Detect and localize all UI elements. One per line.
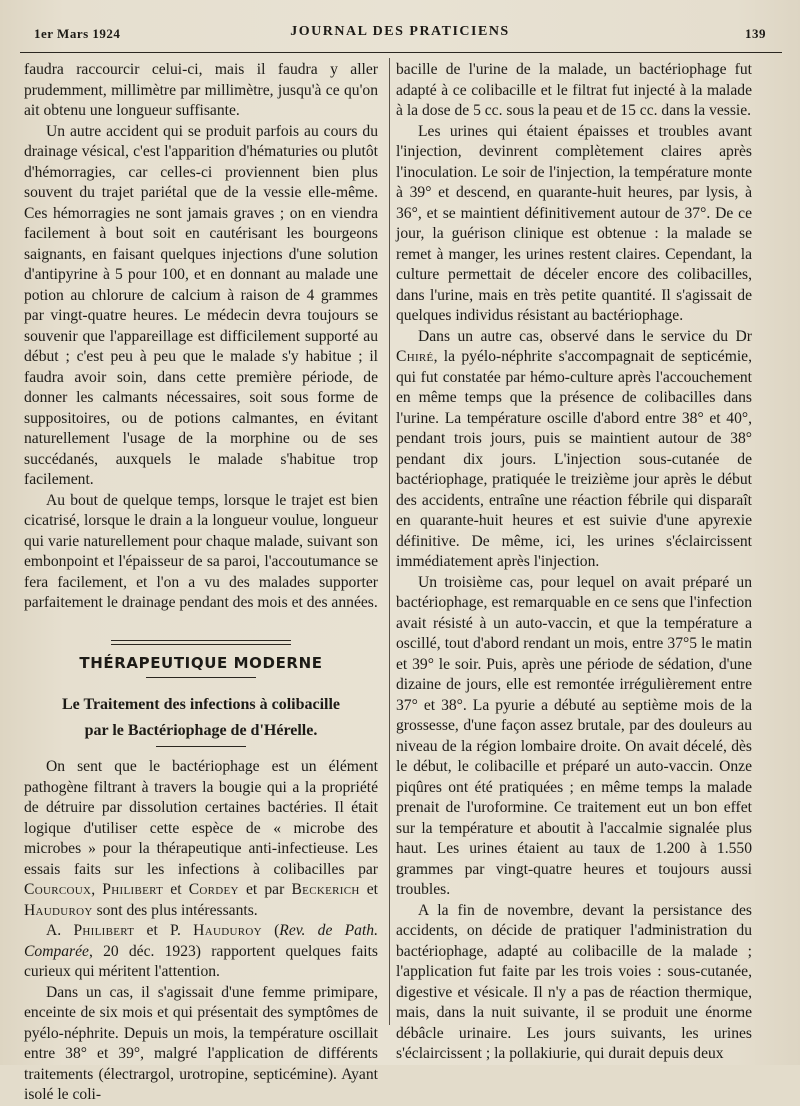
paragraph: A la fin de novembre, devant la persistance des accidents, on décide de pratiquer l'administration du bactériophage, adapté au colibacille de la malade ; l'application fut faite par les trois voies : sous-cutanée, digestive et vésicale. Il n'y a pas de réaction thermique, mais, dans la nuit suivante, il se produit une énorme débâcle urinaire. Les jours suivants, les urines s'éclaircissent ; la pollakiurie, qui durait depuis deux — [396, 901, 752, 1062]
paragraph — [396, 327, 752, 573]
page-number: 139 — [745, 26, 766, 41]
paragraph: Un troisième cas, pour lequel on avait préparé un bactériophage, est remarquable en ce sens que l'infection avait résisté à un auto-vaccin, et que la température a oscillé, tout d'abord rendant un mois, entre 37°5 le matin et 39° le soir. Puis, après une période de sédation, d'une dizaine de jours, elle est remontée irrégulièrement entre 37° et 38°. La pyurie a débuté au septième mois de la grossesse, d'une façon assez brutale, par des douleurs au niveau de la région lombaire droite. On avait décelé, dès le début, le colibacille et préparé un auto-vaccin. Onze piqûres ont été pratiquées ; en même temps la malade prenait de l'uroformine. Ce traitement eut un bon effet sur la température et aboutit à l'accalmie signalée plus haut. Les urines étaient au taux de 1.200 à 1.550 grammes par vingt-quatre heures et toujours aussi troubles. — [396, 573, 752, 898]
paragraph: bacille de l'urine de la malade, un bactériophage fut adapté à ce colibacille et le filtrat fut injecté à la malade à la dose de 5 cc. sous la peau et de 15 cc. dans la vessie. — [396, 61, 752, 119]
section-rule — [146, 677, 256, 678]
text-run: ( — [261, 922, 280, 939]
text-run: et — [359, 881, 378, 898]
author-name: Beckerich — [291, 881, 360, 898]
text-run: On sent que le bactériophage est un élément pathogène filtrant à travers la bougie qui a la propriété de détruire par dissolution certaines bactéries. Il était logique d'utiliser cette espèce de « microbe des microbes » pour la thérapeutique anti-infectieuse. Les essais faits sur les infections à colibacilles par — [24, 758, 378, 878]
issue-date: 1er Mars 1924 — [34, 26, 121, 41]
text-run: et par — [238, 881, 292, 898]
paragraph: Au bout de quelque temps, lorsque le trajet est bien cicatrisé, lorsque le drain a la longueur voulue, longueur qui varie naturellement pour chaque malade, suivant son embonpoint et l'épaisseur de sa paroi, l'accoutumance se fera facilement, et l'on a vu des malades supporter parfaitement le drainage pendant des mois et des années. — [24, 491, 378, 611]
author-name: Courcoux — [24, 881, 92, 898]
text-run: et — [163, 881, 189, 898]
paragraph: Dans un cas, il s'agissait d'une femme primipare, enceinte de six mois et qui présentait des symptômes de pyélo-néphrite. Depuis un mois, la température oscillait entre 38° et 39°, malgré l'application de différents traitements (électrargol, urotropine, septicémine). Ayant isolé le coli- — [24, 983, 378, 1103]
column-divider — [389, 58, 390, 1025]
author-name: Philibert — [73, 922, 135, 939]
author-name: Chiré — [396, 348, 434, 365]
text-run: Dans un autre cas, observé dans le service du Dr — [418, 327, 752, 345]
paragraph: faudra raccourcir celui-ci, mais il faudra y aller prudemment, millimètre par millimètre, jusqu'à ce qu'on ait obtenu une longueur suffisante. — [24, 61, 378, 119]
paragraph: Un autre accident qui se produit parfois au cours du drainage vésical, c'est l'apparition d'hématuries ou plutôt d'hémorragies, car celles-ci proviennent bien plus souvent du trajet pariétal que de la vessie elle-même. Ces hémorragies ne sont jamais graves ; on en viendra facilement à bout soit en cautérisant les bourgeons saignants, en faisant quelques injections d'une solution d'antipyrine à 5 pour 100, et en donnant au malade une potion au chlorure de calcium à raison de 4 grammes par vingt-quatre heures. Le médecin devra toujours se souvenir que l'appareillage est difficilement supporté au début ; c'est peu à peu que le malade s'y habitue ; il faudra avoir soin, dans cette première période, de donner les calmants nécessaires, soit sous forme de suppositoires, ou de potions calmantes, en évitant naturellement l'usage de la morphine ou de ses succédanés, auxquels le malade s'habitue trop facilement. — [24, 122, 378, 488]
article-title-line: Le Traitement des infections à colibacille — [61, 696, 341, 713]
running-head — [34, 20, 766, 48]
text-run: et P. — [134, 922, 194, 939]
left-column — [24, 60, 378, 1106]
section-title: THÉRAPEUTIQUE MODERNE — [79, 653, 323, 672]
title-rule — [156, 746, 246, 747]
right-column — [396, 60, 752, 1065]
text-run: , la pyélo-néphrite s'accompagnait de septicémie, qui fut constatée par hémo-culture après l'accouchement en même temps que la présence de colibacilles dans l'urine. La température oscille d'abord entre 38° et 40°, pendant trois jours, puis se maintient autour de 38° pendant dix jours. L'injection sous-cutanée de bactériophage, pratiquée le treizième jour après le début des accidents, entraîne une réaction fébrile qui disparaît en quarante-huit heures et est suivie d'une apyrexie définitive. De même, ici, les urines s'éclaircissent immédiatement après l'injection. — [396, 348, 752, 570]
author-name: Hauduroy — [24, 901, 93, 919]
article-title-line: par le Bactériophage de d'Hérelle. — [84, 722, 318, 739]
section-ornament-rule — [111, 640, 291, 645]
author-name: Hauduroy — [193, 922, 262, 939]
paragraph — [24, 757, 378, 921]
author-name: Cordey — [188, 881, 239, 898]
text-run: , 20 déc. 1923) rapportent quelques faits curieux qui méritent l'attention. — [24, 942, 378, 980]
author-name: Philibert — [102, 881, 164, 898]
journal-reference: Rev. de Path. Comparée — [24, 922, 379, 960]
text-run: sont des plus intéressants. — [92, 901, 258, 919]
header-rule — [20, 52, 782, 53]
text-run: A. — [46, 922, 74, 939]
journal-title: JOURNAL DES PRATICIENS — [290, 24, 510, 39]
article-title — [24, 692, 378, 744]
paragraph — [24, 921, 378, 983]
paragraph: Les urines qui étaient épaisses et troubles avant l'injection, devinrent complètement claires après l'inoculation. Le soir de l'injection, la température monte à 39° et descend, en quarante-huit heures, par lysis, à 36°, et se maintient définitivement autour de 37°. De ce jour, la guérison clinique est obtenue : la malade se remet à manger, les urines restent claires. Cependant, la culture permettait de déceler encore des colibacilles, dans l'urine, mais en très petite quantité. Il s'agissait de quelques individus résistant au bactériophage. — [396, 122, 752, 324]
text-run: , — [91, 881, 103, 898]
